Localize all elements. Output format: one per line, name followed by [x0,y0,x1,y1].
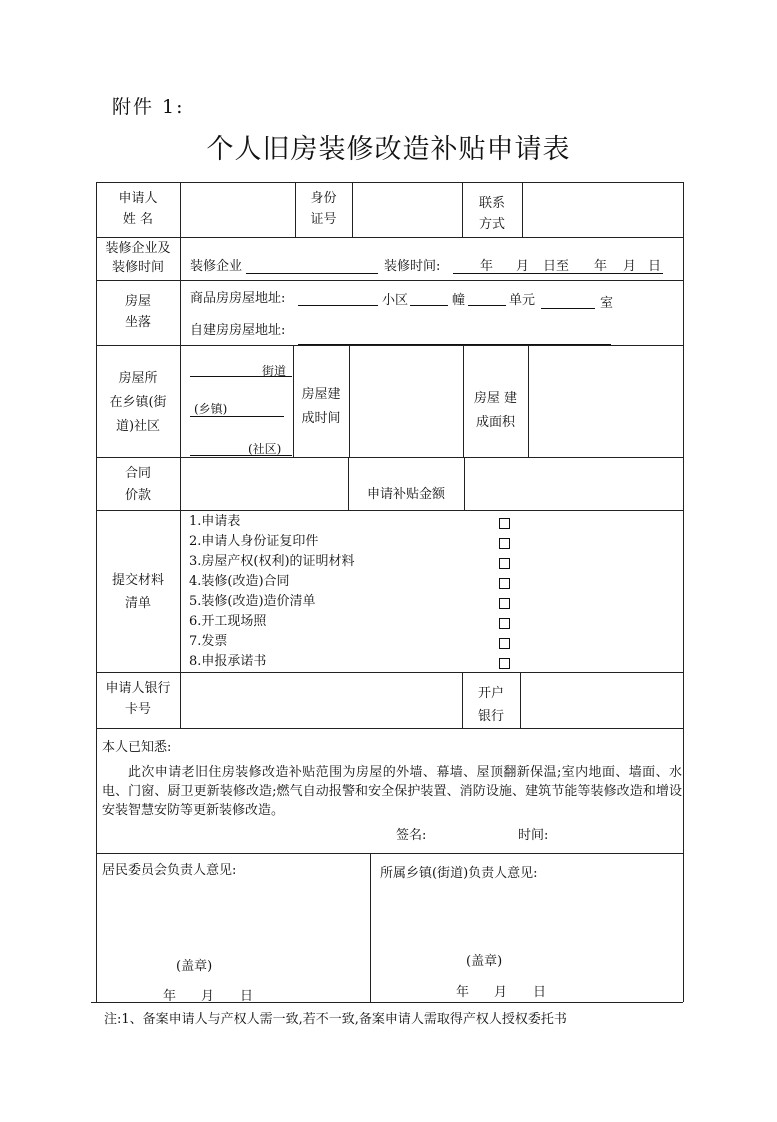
material-item-2: 2.申请人身份证复印件 [189,534,319,549]
year-1: 年 [480,259,494,274]
company-time-label-1: 装修企业及 [105,241,171,256]
applicant-name-label-2: 姓 名 [122,212,154,227]
col-line [180,182,181,728]
materials-label-2: 清单 [124,596,151,611]
notice-text: 此次申请老旧住房装修改造补贴范围为房屋的外墙、幕墙、屋顶翻新保温;室内地面、墙面、水电、门窗、厨卫更新装修改造;燃气自动报警和安全保护装置、消防设施、建筑节能等装修改造和增设安装智慧安防等更新装修改造。 [102,765,682,818]
unit-blank [468,305,506,306]
unit-text: 单元 [509,293,536,308]
material-item-7: 7.发票 [189,634,228,649]
build-area-label-2: 成面积 [475,415,515,430]
commercial-address-label: 商品房房屋地址: [190,291,286,306]
build-time-label-1: 房屋建 [301,387,341,402]
contract-price-label-2: 价款 [124,488,151,503]
table-border-right [683,182,684,1002]
row-line [96,510,683,511]
day-2: 日 [648,259,662,274]
row-line [96,853,683,854]
row-line [96,345,683,346]
community-text: 小区 [382,293,409,308]
col-line [522,182,523,237]
row-line [96,237,683,238]
township-label-2: 在乡镇(街 [109,395,167,410]
right-day: 日 [533,985,547,1000]
bank-card-label-1: 申请人银行 [105,681,171,696]
opening-bank-label-2: 银行 [477,709,504,724]
company-time-label-2: 装修时间 [111,260,164,275]
location-label-1: 房屋 [124,294,151,309]
row-line [96,672,683,673]
table-border-top [96,182,683,183]
contact-label-1: 联系 [478,196,505,211]
community-blank-line [190,455,292,456]
row-line [96,457,683,458]
community-blank [298,305,378,306]
building-text: 幢 [452,293,466,308]
left-year: 年 [163,989,177,1004]
left-seal-label: (盖章) [176,959,213,974]
notice-heading: 本人已知悉: [102,740,172,755]
township-opinion-label: 所属乡镇(街道)负责人意见: [380,866,538,881]
company-blank [246,273,378,274]
material-item-1: 1.申请表 [189,514,241,529]
material-checkbox-7[interactable] [499,638,510,649]
month-1: 月 [516,259,530,274]
material-item-5: 5.装修(改造)造价清单 [189,594,316,609]
footnote: 注:1、备案申请人与产权人需一致,若不一致,备案申请人需取得产权人授权委托书 [104,1012,567,1027]
opening-bank-label-1: 开户 [477,686,504,701]
resident-committee-opinion-label: 居民委员会负责人意见: [102,863,237,878]
street-text: 街道 [262,364,287,378]
township-label-1: 房屋所 [118,371,158,386]
col-line [349,345,350,457]
location-label-2: 坐落 [124,315,151,330]
form-title: 个人旧房装修改造补贴申请表 [206,134,571,165]
materials-label-1: 提交材料 [111,573,164,588]
right-month: 月 [494,985,508,1000]
time-label: 装修时间: [384,259,441,274]
material-checkbox-2[interactable] [499,538,510,549]
township-blank [190,416,284,417]
room-text: 室 [600,296,614,311]
material-item-3: 3.房屋产权(权利)的证明材料 [189,554,355,569]
room-blank [541,308,595,309]
notice-time-label: 时间: [518,828,549,843]
col-line [464,457,465,510]
township-text: (乡镇) [194,402,228,416]
right-year: 年 [456,985,470,1000]
build-area-label-1: 房屋 建 [473,391,518,406]
attachment-label: 附件 1: [112,96,185,118]
year-2: 年 [594,259,608,274]
col-line [520,672,521,728]
material-checkbox-1[interactable] [499,518,510,529]
material-item-6: 6.开工现场照 [189,614,267,629]
table-border-bottom [91,1002,683,1003]
company-label: 装修企业 [190,259,243,274]
right-seal-label: (盖章) [466,954,503,969]
material-checkbox-4[interactable] [499,578,510,589]
material-item-8: 8.申报承诺书 [189,654,267,669]
id-number-label-1: 身份 [310,191,337,206]
material-checkbox-6[interactable] [499,618,510,629]
day-to: 日至 [543,259,570,274]
building-blank [410,305,448,306]
material-checkbox-3[interactable] [499,558,510,569]
contract-price-label-1: 合同 [124,466,151,481]
col-line [352,182,353,237]
build-time-label-2: 成时间 [301,411,341,426]
self-built-blank [298,344,611,345]
row-line [96,280,683,281]
month-2: 月 [623,259,637,274]
col-line [528,345,529,457]
material-checkbox-5[interactable] [499,598,510,609]
left-month: 月 [201,989,215,1004]
left-day: 日 [240,989,254,1004]
col-line [370,853,371,1002]
community-suffix: (社区) [248,442,282,456]
self-built-address-label: 自建房房屋地址: [190,323,286,338]
subsidy-amount-label: 申请补贴金额 [366,487,445,502]
material-item-4: 4.装修(改造)合同 [189,574,290,589]
bank-card-label-2: 卡号 [124,702,151,717]
id-number-label-2: 证号 [310,212,337,227]
signature-label: 签名: [396,828,427,843]
contact-label-2: 方式 [478,217,505,232]
row-line [96,728,683,729]
applicant-name-label-1: 申请人 [118,191,158,206]
material-checkbox-8[interactable] [499,658,510,669]
township-label-3: 道)社区 [115,419,161,434]
